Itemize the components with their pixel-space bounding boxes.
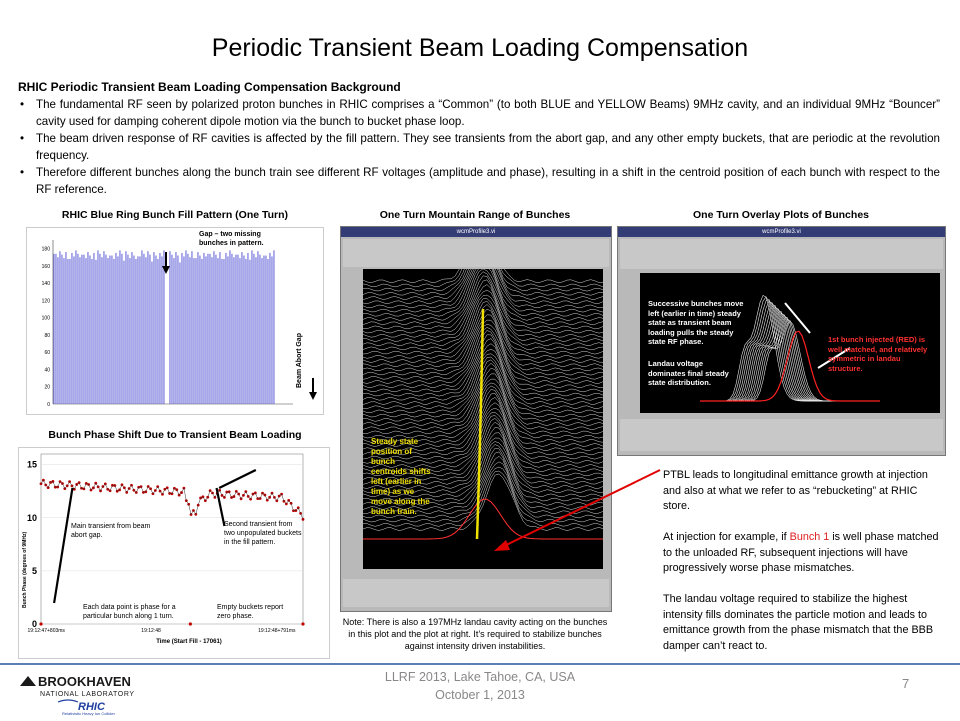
fill-bar [231,254,232,404]
fill-bar [243,256,244,404]
footer-date: October 1, 2013 [435,688,525,702]
fill-bar [197,252,198,404]
fill-bar [149,255,150,404]
fill-pattern-caption: RHIC Blue Ring Bunch Fill Pattern (One Turn) [61,209,289,221]
svg-text:Relativistic Heavy Ion Collide: Relativistic Heavy Ion Collider [62,711,115,716]
fill-bar [175,252,176,404]
fill-bar [193,258,194,404]
fill-bar [59,251,60,404]
fill-bar [153,252,154,404]
fill-bar [133,256,134,404]
fill-bar [121,254,122,404]
scope-readouts [343,579,609,607]
fill-bar [205,256,206,404]
fill-ytick-label: 80 [44,332,50,339]
fill-bar [95,260,96,404]
fill-bar [195,258,196,404]
fill-bar [157,259,158,404]
phase-zero-point [39,622,42,625]
background-bullets [18,96,940,198]
fill-bar [239,258,240,404]
fill-bar [79,257,80,404]
fill-bar [67,259,68,404]
ptbl-paragraph-1: PTBL leads to longitudinal emittance growth at injection and also at what we refer to as “rebucketing” at RHIC store. [663,469,928,512]
fill-bar [151,262,152,404]
fill-bar [145,257,146,404]
background-heading: RHIC Periodic Transient Beam Loading Compensation Background [18,80,401,94]
phase-arrow [219,470,256,488]
fill-bar [155,256,156,404]
ptbl-paragraph-2 [663,530,943,577]
phase-ylabel: Bunch Phase (degrees of 9MHz) [22,531,28,608]
overlay-titlebar: wcmProfile3.vi [618,227,945,237]
mountain-trace [363,374,603,430]
fill-bar [263,256,264,404]
fill-bar [87,252,88,404]
fill-bar [85,258,86,404]
fill-bar [99,254,100,404]
phase-ytick-label: 10 [26,512,37,523]
fill-bar [169,251,170,404]
fill-bar [105,255,106,404]
fill-bar [91,259,92,404]
phase-ytick-label: 15 [26,459,37,470]
fill-bar [253,254,254,404]
fill-bar [241,252,242,404]
fill-pattern-chart [26,227,324,415]
fill-ytick-label: 160 [41,263,50,270]
fill-bar [229,250,230,404]
fill-bar [223,259,224,404]
fill-bar [251,250,252,404]
fill-bar [135,259,136,404]
fill-bar [219,252,220,404]
fill-bar [89,256,90,404]
fill-bar [207,254,208,404]
empty-buckets-annotation: Empty buckets report zero phase. [217,604,284,620]
pointer-arrow-line [500,470,660,548]
phase-xlabel: Time (Start Fill - 17061) [156,639,222,645]
fill-bar [141,250,142,404]
ptbl-text [663,468,943,670]
fill-ytick-label: 0 [47,402,50,408]
fill-bar [225,253,226,404]
fill-ytick-label: 140 [41,281,50,288]
fill-bar [179,262,180,404]
fill-ytick-label: 40 [44,367,50,374]
fill-bar [143,254,144,404]
fill-bar [189,257,190,404]
abort-gap-label: Beam Abort Gap [296,333,303,388]
fill-ytick-label: 120 [41,298,50,305]
overlay-controls [620,239,943,269]
footer [330,668,630,704]
fill-bar [69,259,70,404]
fill-bar [199,256,200,404]
fill-bar [57,257,58,404]
fill-bar [173,258,174,404]
fill-bar [181,253,182,404]
fill-bar [63,258,64,404]
svg-text:RHIC: RHIC [78,701,105,713]
phase-arrow [54,488,72,603]
fill-bar [129,258,130,404]
fill-pattern-svg [27,228,323,414]
fill-bar [103,251,104,404]
fill-bar [147,251,148,404]
landau-note: Note: There is also a 197MHz landau cavity acting on the bunches in this plot and the plot at right. It’s required to stabilize bunches against intensity driven instabilities. [342,617,608,651]
fill-bar [163,250,164,404]
fill-bar [97,250,98,404]
fill-bar [107,258,108,404]
fill-bar [203,253,204,404]
bullet-item: • The fundamental RF seen by polarized proton bunches in RHIC comprises a “Common” (to both BLUE and YELLOW Beams) 9MHz cavity, and an individual 9MHz “Bouncer” cavity used for damping coherent dipole motion via the bunch to bucket phase loop. [18,96,940,130]
fill-bar [257,251,258,404]
fill-bar [233,257,234,404]
fill-bar [131,252,132,404]
mountain-trace [363,269,603,304]
fill-bar [171,255,172,404]
fill-bar [53,254,54,404]
fill-bar [115,253,116,404]
fill-bar [185,250,186,404]
fill-bar [177,256,178,404]
phase-xtick-label: 19:12:48+791ms [258,628,296,634]
mountain-caption: One Turn Mountain Range of Bunches [379,209,571,221]
fill-ytick-label: 180 [41,246,50,253]
fill-bar [235,255,236,404]
phase-shift-caption: Bunch Phase Shift Due to Transient Beam Loading [48,429,302,441]
landau-annotation: Landau voltage dominates final steady state distribution. [648,359,729,387]
fill-bar [209,254,210,404]
fill-bar [139,256,140,404]
gap-annotation: Gap – two missing bunches in pattern. [199,231,264,247]
fill-bar [259,255,260,404]
fill-ytick-label: 20 [44,384,50,391]
footer-conference: LLRF 2013, Lake Tahoe, CA, USA [384,670,576,684]
first-bunch-annotation: 1st bunch injected (RED) is well matched, and relatively symmetric in landau structure. [828,335,928,373]
main-transient-annotation: Main transient from beam abort gap. [71,523,151,539]
fill-bar [159,253,160,404]
fill-bar [183,256,184,404]
overlay-readouts [620,419,943,451]
fill-bar [127,255,128,404]
slide-title: Periodic Transient Beam Loading Compensation [211,34,749,62]
fill-bar [187,254,188,404]
mountain-trace [363,386,603,442]
scope-controls [343,239,609,267]
fill-bar [61,255,62,404]
fill-bar [261,258,262,404]
svg-text:BROOKHAVEN: BROOKHAVEN [38,674,131,689]
mountain-annotation: Steady state position of bunch centroids shifts left (earlier in time) as we move along the bunch train. [371,437,431,516]
fill-bar [73,256,74,404]
fill-bar [93,253,94,404]
fill-bar [265,256,266,404]
phase-zero-point [301,622,304,625]
phase-ytick-label: 0 [31,619,37,629]
gap-arrow-head [162,266,170,274]
fill-bar [109,256,110,404]
bullet-item: • Therefore different bunches along the bunch train see different RF voltages (amplitude and phase), resulting in a shift in the centroid position of each bunch with respect to the RF reference. [18,164,940,198]
overlay-window [617,226,946,456]
scope-titlebar: wcmProfile3.vi [341,227,611,237]
fill-bar [191,251,192,404]
brookhaven-logo [18,672,148,716]
brookhaven-logo-svg [18,672,148,716]
fill-bar [119,250,120,404]
fill-bar [77,254,78,404]
second-transient-annotation: Second transient from two unpopulated buckets in the fill pattern. [224,521,302,546]
fill-bar [113,259,114,404]
fill-bar [83,255,84,404]
overlay-arrow [785,303,810,333]
mountain-trace [363,269,603,308]
fill-bar [117,256,118,404]
fill-bar [213,251,214,404]
fill-bar [201,259,202,404]
fill-bar [247,253,248,404]
fill-bar [161,256,162,404]
fill-ytick-label: 100 [41,315,50,322]
successive-annotation: Successive bunches move left (earlier in time) steady state as transient beam loading pulls the steady state RF phase. [648,299,744,346]
fill-bar [255,257,256,404]
overlay-caption: One Turn Overlay Plots of Bunches [692,209,869,221]
abort-arrow-head [309,392,317,400]
fill-bar [249,260,250,404]
ptbl-p2-pre: At injection for example, if [663,531,790,543]
mountain-trace [363,269,603,295]
phase-ylabel-wrap [21,508,31,628]
fill-bar [215,255,216,404]
abort-gap-annotation [295,298,307,408]
fill-bar [75,250,76,404]
bullet-item: • The beam driven response of RF cavities is affected by the fill pattern. They see transients from the abort gap, and any other empty buckets, that are periodic at the revolution frequency. [18,130,940,164]
fill-bar [137,256,138,404]
fill-bar [81,255,82,404]
fill-bar [227,256,228,404]
fill-bar [65,252,66,404]
phase-xtick-label: 19:12:47+803ms [27,628,65,634]
ptbl-paragraph-3: The landau voltage required to stabilize the highest intensity fills dominates the particle motion and leads to emittance growth from the phase mismatch that the BBB damper can’t react to. [663,593,934,652]
fill-bar [221,259,222,404]
fill-bar [271,256,272,404]
page-number: 7 [902,676,910,691]
fill-bar [273,250,274,404]
fill-bar [269,253,270,404]
pointer-arrow [480,460,680,560]
phase-ytick-label: 5 [31,565,37,576]
phase-zero-point [189,622,192,625]
fill-bar [111,256,112,404]
fill-bar [123,261,124,404]
fill-bar [237,255,238,404]
each-point-annotation: Each data point is phase for a particular bunch along 1 turn. [83,604,176,620]
phase-shift-chart [18,447,330,659]
fill-bar [55,254,56,404]
fill-bar [71,253,72,404]
phase-shift-svg [19,448,329,658]
fill-bar [125,251,126,404]
fill-bar [101,257,102,404]
fill-bar [217,258,218,404]
fill-bar [245,259,246,404]
phase-line [41,480,303,519]
fill-ytick-label: 60 [44,350,50,357]
fill-bar [211,257,212,404]
phase-xtick-label: 19:12:48 [141,628,161,634]
pointer-arrow-head [494,540,510,551]
mountain-trace [363,363,603,421]
ptbl-p2-post: is well phase matched to the unloaded RF, subsequent injections will have progressively worse phase mismatches. [663,531,939,574]
svg-text:NATIONAL LABORATORY: NATIONAL LABORATORY [40,691,135,698]
bunch-1-highlight: Bunch 1 [789,531,830,543]
mountain-trace [363,269,603,312]
footer-divider [0,663,960,665]
fill-bar [267,259,268,404]
